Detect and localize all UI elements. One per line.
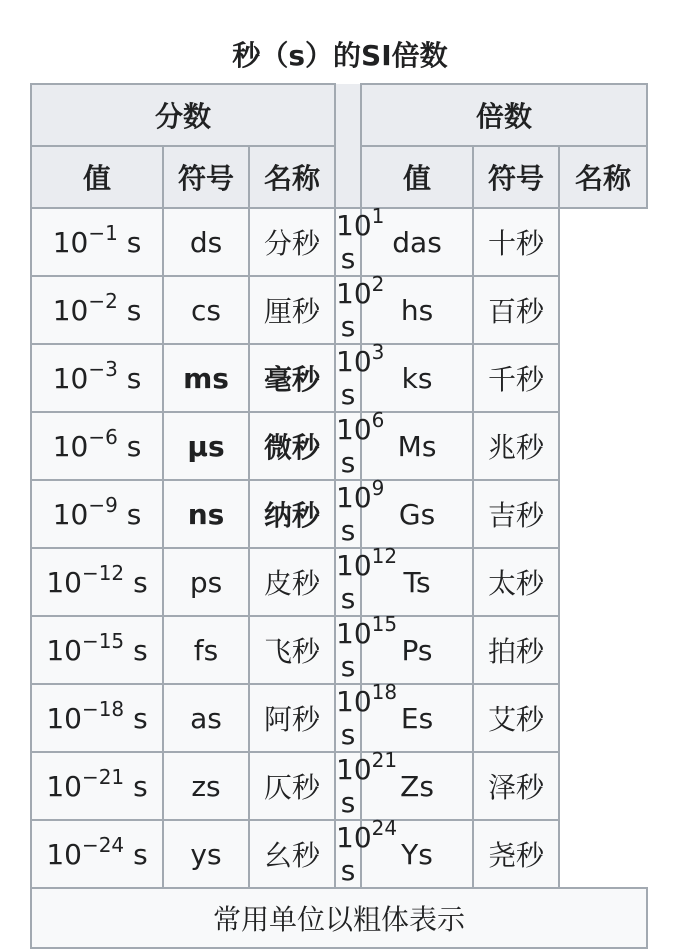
sub-name-cell: 毫秒 — [249, 344, 335, 412]
sub-name-cell: 飞秒 — [249, 616, 335, 684]
value-base: 10 — [52, 497, 89, 531]
value-unit: s — [340, 446, 356, 479]
table-row — [31, 684, 647, 752]
value-base: 10 — [336, 549, 372, 582]
value-base: 10 — [46, 565, 82, 599]
value-base: 10 — [46, 769, 82, 803]
sub-value-cell — [31, 480, 163, 548]
value-exponent: −3 — [88, 356, 118, 381]
value-unit: s — [133, 565, 148, 599]
value-base: 10 — [336, 753, 372, 786]
table-row — [31, 616, 647, 684]
value-exponent: 9 — [371, 476, 385, 500]
sub-symbol-cell: ps — [163, 548, 249, 616]
value-exponent: −15 — [81, 628, 125, 653]
mul-value-cell — [335, 680, 398, 752]
value-unit: s — [126, 429, 142, 463]
mul-symbol-cell: Zs — [361, 752, 473, 820]
value-exponent: −2 — [88, 288, 118, 313]
mul-name-cell: 太秒 — [473, 548, 559, 616]
mul-name-cell: 吉秒 — [473, 480, 559, 548]
sub-value-cell — [31, 752, 163, 820]
sub-value-cell — [31, 412, 163, 480]
value-exponent: −21 — [81, 764, 125, 789]
column-gap — [335, 84, 361, 208]
mul-value-cell — [335, 544, 398, 616]
sub-symbol-cell: cs — [163, 276, 249, 344]
sub-value-cell — [31, 820, 163, 888]
value-exponent: 3 — [371, 340, 385, 364]
value-base: 10 — [46, 837, 82, 871]
mul-name-cell: 千秒 — [473, 344, 559, 412]
mul-symbol-cell: ks — [361, 344, 473, 412]
submultiples-header: 分数 — [31, 84, 335, 146]
mul-name-cell: 百秒 — [473, 276, 559, 344]
sub-symbol-cell: ms — [163, 344, 249, 412]
mul-value-cell — [335, 272, 385, 344]
table-row — [31, 344, 647, 412]
si-multiples-table — [30, 83, 648, 949]
sub-symbol-cell: µs — [163, 412, 249, 480]
sub-name-cell: 微秒 — [249, 412, 335, 480]
value-exponent: 6 — [371, 408, 385, 432]
value-unit: s — [126, 293, 142, 327]
table-row — [31, 208, 647, 276]
sub-value-cell — [31, 208, 163, 276]
sub-name-cell: 厘秒 — [249, 276, 335, 344]
value-unit: s — [133, 701, 148, 735]
value-base: 10 — [46, 633, 82, 667]
sub-name-cell: 仄秒 — [249, 752, 335, 820]
table-row — [31, 752, 647, 820]
sub-value-cell — [31, 684, 163, 752]
sub-symbol-header: 符号 — [163, 146, 249, 208]
mul-value-cell — [335, 204, 385, 276]
value-exponent: −6 — [88, 424, 118, 449]
sub-symbol-cell: ys — [163, 820, 249, 888]
value-exponent: 12 — [371, 544, 398, 568]
sub-name-cell: 分秒 — [249, 208, 335, 276]
value-exponent: −18 — [81, 696, 125, 721]
sub-value-cell — [31, 344, 163, 412]
sub-name-cell: 纳秒 — [249, 480, 335, 548]
value-exponent: −9 — [88, 492, 118, 517]
mul-value-cell — [335, 748, 398, 820]
value-unit: s — [340, 854, 356, 887]
value-base: 10 — [336, 821, 372, 854]
value-unit: s — [340, 582, 356, 615]
sub-symbol-cell: as — [163, 684, 249, 752]
value-base: 10 — [52, 429, 89, 463]
value-base: 10 — [336, 345, 372, 378]
mul-value-header: 值 — [361, 146, 473, 208]
mul-symbol-cell: Ms — [361, 412, 473, 480]
mul-symbol-cell: das — [361, 208, 473, 276]
value-unit: s — [133, 769, 148, 803]
sub-name-cell: 幺秒 — [249, 820, 335, 888]
mul-symbol-cell: Ys — [361, 820, 473, 888]
mul-symbol-cell: hs — [361, 276, 473, 344]
table-row — [31, 276, 647, 344]
sub-symbol-cell: ns — [163, 480, 249, 548]
sub-value-cell — [31, 276, 163, 344]
sub-name-header: 名称 — [249, 146, 335, 208]
value-exponent: 21 — [371, 748, 398, 772]
value-base: 10 — [336, 617, 372, 650]
value-base: 10 — [336, 277, 372, 310]
value-exponent: 1 — [371, 204, 385, 228]
sub-name-cell: 阿秒 — [249, 684, 335, 752]
mul-name-cell: 艾秒 — [473, 684, 559, 752]
value-base: 10 — [336, 481, 372, 514]
mul-symbol-cell: Gs — [361, 480, 473, 548]
mul-name-cell: 尧秒 — [473, 820, 559, 888]
mul-symbol-cell: Es — [361, 684, 473, 752]
value-base: 10 — [52, 361, 89, 395]
sub-symbol-cell: ds — [163, 208, 249, 276]
value-exponent: 24 — [371, 816, 398, 840]
footer-row — [31, 888, 647, 948]
value-exponent: −24 — [81, 832, 125, 857]
mul-value-cell — [335, 476, 385, 548]
value-unit: s — [340, 310, 356, 343]
value-base: 10 — [336, 209, 372, 242]
table-row — [31, 820, 647, 888]
value-base: 10 — [336, 413, 372, 446]
mul-name-cell: 拍秒 — [473, 616, 559, 684]
mul-symbol-cell: Ps — [361, 616, 473, 684]
mul-name-header: 名称 — [559, 146, 647, 208]
value-exponent: 2 — [371, 272, 385, 296]
value-unit: s — [340, 378, 356, 411]
mul-symbol-header: 符号 — [473, 146, 559, 208]
footer-note: 常用单位以粗体表示 — [31, 888, 647, 948]
value-unit: s — [340, 650, 356, 683]
value-exponent: −12 — [81, 560, 125, 585]
sub-value-cell — [31, 616, 163, 684]
value-base: 10 — [52, 225, 89, 259]
sub-value-cell — [31, 548, 163, 616]
mul-value-cell — [335, 340, 385, 412]
table-row — [31, 548, 647, 616]
sub-symbol-cell: zs — [163, 752, 249, 820]
sub-value-header: 值 — [31, 146, 163, 208]
table-caption: 秒（s）的SI倍数 — [232, 39, 448, 72]
value-unit: s — [133, 633, 148, 667]
value-exponent: 18 — [371, 680, 398, 704]
mul-symbol-cell: Ts — [361, 548, 473, 616]
value-unit: s — [126, 361, 142, 395]
multiples-header: 倍数 — [361, 84, 647, 146]
mul-name-cell: 十秒 — [473, 208, 559, 276]
value-unit: s — [340, 242, 356, 275]
table-row — [31, 480, 647, 548]
mul-value-cell — [335, 612, 398, 684]
value-unit: s — [340, 718, 356, 751]
mul-value-cell — [335, 408, 385, 480]
value-base: 10 — [336, 685, 372, 718]
value-unit: s — [126, 497, 142, 531]
value-exponent: 15 — [371, 612, 398, 636]
value-unit: s — [340, 514, 356, 547]
value-unit: s — [126, 225, 142, 259]
value-unit: s — [340, 786, 356, 819]
table-row — [31, 412, 647, 480]
value-exponent: −1 — [88, 220, 118, 245]
sub-name-cell: 皮秒 — [249, 548, 335, 616]
value-base: 10 — [46, 701, 82, 735]
mul-name-cell: 泽秒 — [473, 752, 559, 820]
value-unit: s — [133, 837, 148, 871]
mul-value-cell — [335, 816, 398, 888]
value-base: 10 — [52, 293, 89, 327]
group-header-row — [31, 84, 647, 146]
mul-name-cell: 兆秒 — [473, 412, 559, 480]
sub-symbol-cell: fs — [163, 616, 249, 684]
